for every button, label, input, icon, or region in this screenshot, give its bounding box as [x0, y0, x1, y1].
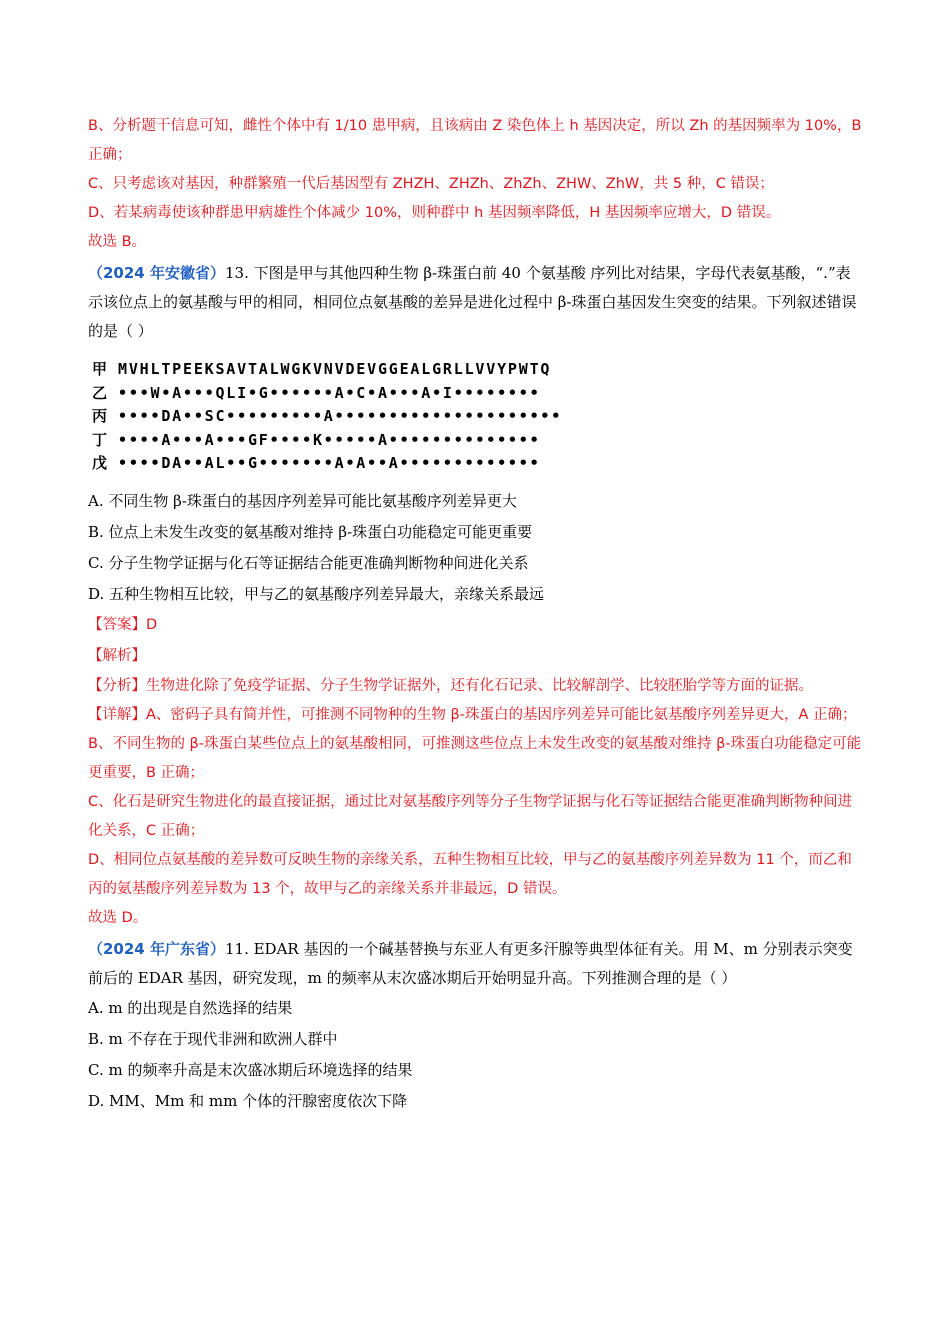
amino-acid-sequence: ••••A•••A•••GF••••K•••••A••••••••••••••	[118, 430, 541, 449]
detail-d: D、相同位点氨基酸的差异数可反映生物的亲缘关系，五种生物相互比较，甲与乙的氨基酸序列差异数为 11 个，而乙和丙的氨基酸序列差异数为 13 个，故甲与乙的亲缘关系并非最远，D 错误。	[88, 851, 852, 897]
amino-acid-sequence: ••••DA••SC•••••••••A•••••••••••••••••••••	[118, 407, 563, 425]
detail-b: B、不同生物的 β-珠蛋白某些位点上的氨基酸相同，可推测这些位点上未发生改变的氨基酸对维持 β-珠蛋白功能稳定可能更重要，B 正确；	[88, 735, 862, 781]
sequence-alignment-figure	[92, 358, 864, 476]
sequence-row	[92, 429, 864, 453]
prev-answer-d: D、若某病毒使该种群患甲病雄性个体减少 10%，则种群中 h 基因频率降低，H 基因频率应增大，D 错误。	[88, 205, 781, 221]
analysis-label: 【解析】	[88, 647, 146, 664]
question-13-stem	[88, 259, 864, 346]
question-13-option-c: C. 分子生物学证据与化石等证据结合能更准确判断物种间进化关系	[88, 553, 529, 572]
detail-c: C、化石是研究生物进化的最直接证据，通过比对氨基酸序列等分子生物学证据与化石等证据结合能更准确判断物种间进化关系，C 正确；	[88, 793, 853, 839]
question-13-source: （2024 年安徽省）	[88, 264, 225, 282]
question-13-answer: 【答案】D	[88, 616, 158, 633]
amino-acid-sequence: ••••DA••AL••G•••••••A•A••A•••••••••••••	[118, 454, 541, 472]
detail-a: 【详解】A、密码子具有简并性，可推测不同物种的生物 β-珠蛋白的基因序列差异可能比氨基酸序列差异更大，A 正确；	[88, 706, 857, 723]
question-13-text: 13. 下图是甲与其他四种生物 β-珠蛋白前 40 个氨基酸 序列比对结果，字母代表氨基酸，“.”表示该位点上的氨基酸与甲的相同，相同位点氨基酸的差异是进化过程中 β-珠蛋白基因发生突变的结果。下列叙述错误的是（ ）	[88, 264, 857, 340]
prev-conclusion: 故选 B。	[88, 234, 147, 250]
question-13-conclusion: 故选 D。	[88, 909, 148, 926]
question-13-option-a: A. 不同生物 β-珠蛋白的基因序列差异可能比氨基酸序列差异更大	[88, 491, 517, 510]
sequence-row	[92, 452, 864, 476]
question-13-option-d: D. 五种生物相互比较，甲与乙的氨基酸序列差异最大，亲缘关系最远	[88, 584, 545, 603]
question-11-text: 11. EDAR 基因的一个碱基替换与东亚人有更多汗腺等典型体征有关。用 M、m 分别表示突变前后的 EDAR 基因，研究发现，m 的频率从末次盛冰期后开始明显升高。下列推测合理的是（ ）	[88, 939, 853, 987]
amino-acid-sequence: •••W•A•••QLI•G••••••A•C•A•••A•I••••••••	[118, 383, 541, 402]
question-11-stem	[88, 935, 864, 993]
question-11-option-c: C. m 的频率升高是末次盛冰期后环境选择的结果	[88, 1060, 413, 1079]
sequence-row	[92, 358, 864, 382]
analysis-fenxi: 【分析】生物进化除了免疫学证据、分子生物学证据外，还有化石记录、比较解剖学、比较胚胎学等方面的证据。	[88, 677, 813, 694]
species-label: 甲	[92, 360, 108, 378]
question-13-option-b: B. 位点上未发生改变的氨基酸对维持 β-珠蛋白功能稳定可能更重要	[88, 522, 533, 541]
prev-answer-c: C、只考虑该对基因，种群繁殖一代后基因型有 ZHZH、ZHZh、ZhZh、ZHW、ZhW，共 5 种，C 错误；	[88, 176, 774, 192]
amino-acid-sequence: MVHLTPEEKSAVTALWGKVNVDEVGGEALGRLLVVYPWTQ	[118, 360, 552, 378]
species-label: 乙	[92, 383, 108, 402]
question-11-option-b: B. m 不存在于现代非洲和欧洲人群中	[88, 1029, 338, 1048]
species-label: 戊	[92, 454, 108, 472]
species-label: 丁	[92, 430, 108, 449]
species-label: 丙	[92, 407, 108, 425]
question-11-option-d: D. MM、Mm 和 mm 个体的汗腺密度依次下降	[88, 1091, 408, 1110]
prev-answer-b: B、分析题干信息可知，雌性个体中有 1/10 患甲病，且该病由 Z 染色体上 h 基因决定，所以 Zh 的基因频率为 10%，B 正确；	[88, 118, 862, 163]
sequence-row	[92, 405, 864, 429]
sequence-row	[92, 382, 864, 406]
question-11-source: （2024 年广东省）	[88, 939, 225, 958]
question-11-option-a: A. m 的出现是自然选择的结果	[88, 998, 293, 1017]
document-page	[88, 112, 864, 1117]
